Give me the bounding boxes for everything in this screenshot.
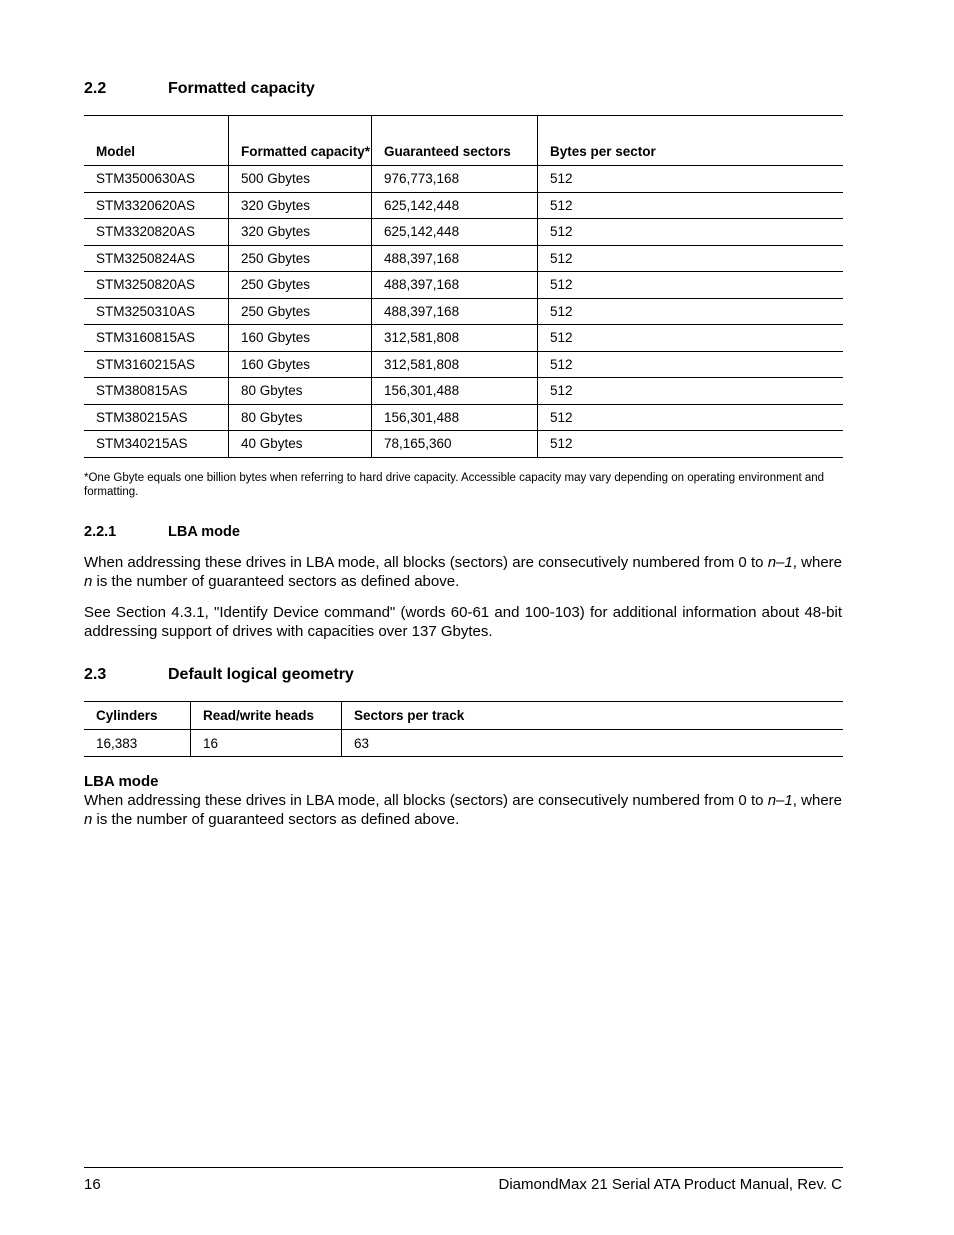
section-number: 2.2.1: [84, 524, 117, 540]
table-row: [84, 192, 843, 219]
table-cell: STM340215AS: [84, 431, 229, 458]
table-row: [84, 298, 843, 325]
table-row: [84, 431, 843, 458]
table-cell: 625,142,448: [372, 219, 538, 246]
table-row: [84, 325, 843, 352]
column-header: Model: [84, 116, 229, 166]
table-cell: 80 Gbytes: [229, 378, 372, 405]
see-section-paragraph: See Section 4.3.1, "Identify Device command" (words 60-61 and 100-103) for additional information about 48-bit addressing support of drives with capacities over 137 Gbytes.: [84, 604, 842, 640]
table-cell: 512: [538, 404, 844, 431]
column-header: Formatted capacity*: [229, 116, 372, 166]
text-run: , where: [792, 792, 842, 809]
table-cell: 63: [342, 730, 844, 757]
table-cell: STM380815AS: [84, 378, 229, 405]
table-cell: 500 Gbytes: [229, 166, 372, 193]
table-cell: STM3320620AS: [84, 192, 229, 219]
table-cell: 488,397,168: [372, 245, 538, 272]
table-cell: 512: [538, 431, 844, 458]
capacity-table-body: [84, 166, 843, 458]
table-cell: 250 Gbytes: [229, 298, 372, 325]
table-cell: 320 Gbytes: [229, 192, 372, 219]
table-cell: 250 Gbytes: [229, 272, 372, 299]
table-cell: 156,301,488: [372, 378, 538, 405]
table-row: [84, 245, 843, 272]
table-cell: STM3320820AS: [84, 219, 229, 246]
table-cell: 512: [538, 351, 844, 378]
table-cell: 312,581,808: [372, 351, 538, 378]
footer-rule: [84, 1167, 843, 1168]
table-cell: STM3250310AS: [84, 298, 229, 325]
table-row: [84, 272, 843, 299]
table-cell: 160 Gbytes: [229, 325, 372, 352]
table-cell: 320 Gbytes: [229, 219, 372, 246]
table-cell: 512: [538, 219, 844, 246]
table-row: [84, 404, 843, 431]
lba-paragraph: [84, 553, 842, 591]
table-cell: 488,397,168: [372, 272, 538, 299]
table-cell: 160 Gbytes: [229, 351, 372, 378]
table-cell: STM3250824AS: [84, 245, 229, 272]
section-number: 2.3: [84, 666, 107, 683]
column-header: Cylinders: [84, 702, 191, 730]
table-cell: 512: [538, 192, 844, 219]
italic-text: n–1: [767, 554, 793, 571]
section-number: 2.2: [84, 80, 107, 97]
table-cell: 312,581,808: [372, 325, 538, 352]
section-title: LBA mode: [168, 524, 240, 540]
column-header: Bytes per sector: [538, 116, 844, 166]
page-number: 16: [84, 1176, 101, 1193]
table-cell: 512: [538, 245, 844, 272]
text-run: is the number of guaranteed sectors as defined above.: [92, 811, 460, 828]
column-header: Read/write heads: [191, 702, 342, 730]
table-cell: 250 Gbytes: [229, 245, 372, 272]
table-cell: 488,397,168: [372, 298, 538, 325]
manual-title: DiamondMax 21 Serial ATA Product Manual, Rev. C: [498, 1176, 842, 1193]
table-header-row: [84, 702, 843, 730]
table-cell: 512: [538, 298, 844, 325]
table-cell: STM380215AS: [84, 404, 229, 431]
table-cell: 40 Gbytes: [229, 431, 372, 458]
table-cell: 80 Gbytes: [229, 404, 372, 431]
column-header: Guaranteed sectors: [372, 116, 538, 166]
italic-text: n: [84, 811, 93, 828]
table-cell: 156,301,488: [372, 404, 538, 431]
table-row: [84, 378, 843, 405]
italic-text: n–1: [767, 792, 793, 809]
table-cell: STM3250820AS: [84, 272, 229, 299]
italic-text: n: [84, 573, 93, 590]
section-title: Formatted capacity: [168, 80, 315, 97]
capacity-table: [84, 115, 843, 458]
table-row: [84, 730, 843, 757]
table-row: [84, 219, 843, 246]
lba-mode-subheading: LBA mode: [84, 773, 159, 790]
table-cell: 976,773,168: [372, 166, 538, 193]
table-cell: 512: [538, 166, 844, 193]
table-cell: STM3160215AS: [84, 351, 229, 378]
footnote: *One Gbyte equals one billion bytes when referring to hard drive capacity. Accessible capacity may vary depending on operating environment and formatting.: [84, 472, 825, 498]
table-cell: 16,383: [84, 730, 191, 757]
table-cell: 16: [191, 730, 342, 757]
table-row: [84, 351, 843, 378]
lba-paragraph-2: [84, 791, 842, 829]
table-cell: STM3160815AS: [84, 325, 229, 352]
geometry-table: [84, 701, 843, 757]
table-cell: 512: [538, 378, 844, 405]
text-run: When addressing these drives in LBA mode, all blocks (sectors) are consecutively numbered from 0 to: [84, 792, 768, 809]
table-header-row: [84, 116, 843, 166]
text-run: , where: [792, 554, 842, 571]
table-cell: 625,142,448: [372, 192, 538, 219]
table-cell: STM3500630AS: [84, 166, 229, 193]
table-cell: 78,165,360: [372, 431, 538, 458]
table-row: [84, 166, 843, 193]
table-cell: 512: [538, 325, 844, 352]
section-title: Default logical geometry: [168, 666, 354, 683]
text-run: is the number of guaranteed sectors as defined above.: [92, 573, 460, 590]
text-run: When addressing these drives in LBA mode, all blocks (sectors) are consecutively numbered from 0 to: [84, 554, 768, 571]
table-cell: 512: [538, 272, 844, 299]
column-header: Sectors per track: [342, 702, 844, 730]
